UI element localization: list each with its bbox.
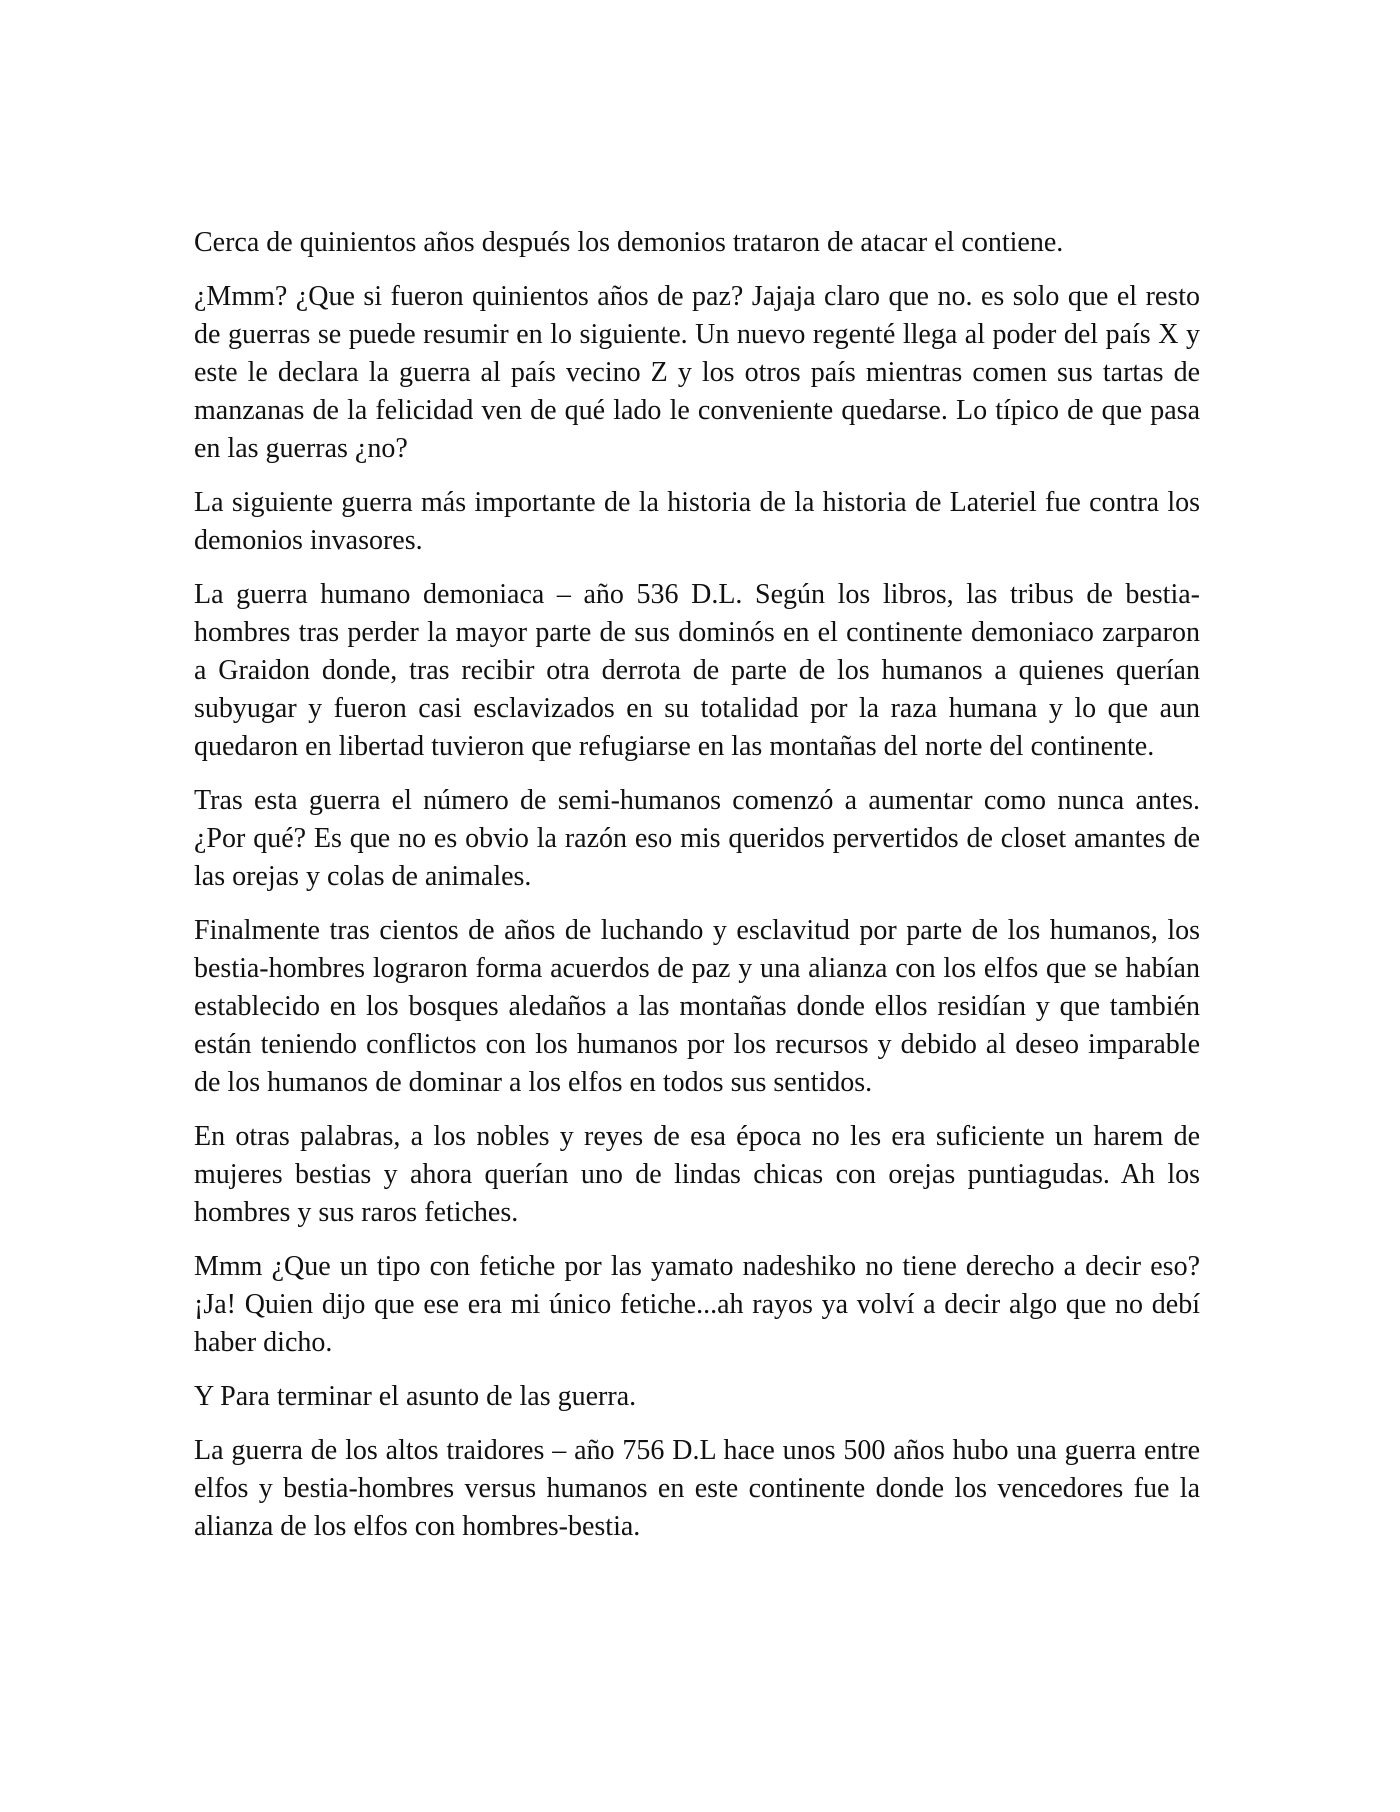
- paragraph-10: La guerra de los altos traidores – año 756 D.L hace unos 500 años hubo una guerra entre elfos y bestia-hombres versus humanos en este continente donde los vencedores fue la alianza de los elfos con hombres-bestia.: [194, 1435, 1200, 1542]
- paragraph-9: Y Para terminar el asunto de las guerra.: [194, 1381, 637, 1412]
- paragraph-7: En otras palabras, a los nobles y reyes de esa época no les era suficiente un harem de mujeres bestias y ahora querían uno de lindas chicas con orejas puntiagudas. Ah los hombres y sus raros fetiches.: [194, 1121, 1200, 1228]
- paragraph-5: Tras esta guerra el número de semi-humanos comenzó a aumentar como nunca antes. ¿Por qué? Es que no es obvio la razón eso mis queridos pervertidos de closet amantes de las orejas y colas de animales.: [194, 785, 1200, 892]
- paragraph-8: Mmm ¿Que un tipo con fetiche por las yamato nadeshiko no tiene derecho a decir eso? ¡Ja! Quien dijo que ese era mi único fetiche...ah rayos ya volví a decir algo que no debí haber dicho.: [194, 1251, 1200, 1358]
- body-text: [194, 224, 1200, 1562]
- paragraph-2: ¿Mmm? ¿Que si fueron quinientos años de paz? Jajaja claro que no. es solo que el resto de guerras se puede resumir en lo siguiente. Un nuevo regenté llega al poder del país X y este le declara la guerra al país vecino Z y los otros país mientras comen sus tartas de manzanas de la felicidad ven de qué lado le conveniente quedarse. Lo típico de que pasa en las guerras ¿no?: [194, 281, 1200, 464]
- paragraph-6: Finalmente tras cientos de años de luchando y esclavitud por parte de los humanos, los bestia-hombres lograron forma acuerdos de paz y una alianza con los elfos que se habían establecido en los bosques aledaños a las montañas donde ellos residían y que también están teniendo conflictos con los humanos por los recursos y debido al deseo imparable de los humanos de dominar a los elfos en todos sus sentidos.: [194, 915, 1200, 1098]
- paragraph-1: Cerca de quinientos años después los demonios trataron de atacar el contiene.: [194, 227, 1064, 258]
- paragraph-3: La siguiente guerra más importante de la historia de la historia de Lateriel fue contra los demonios invasores.: [194, 487, 1200, 556]
- paragraph-4: La guerra humano demoniaca – año 536 D.L. Según los libros, las tribus de bestia-hombres tras perder la mayor parte de sus dominós en el continente demoniaco zarparon a Graidon donde, tras recibir otra derrota de parte de los humanos a quienes querían subyugar y fueron casi esclavizados en su totalidad por la raza humana y lo que aun quedaron en libertad tuvieron que refugiarse en las montañas del norte del continente.: [194, 579, 1200, 762]
